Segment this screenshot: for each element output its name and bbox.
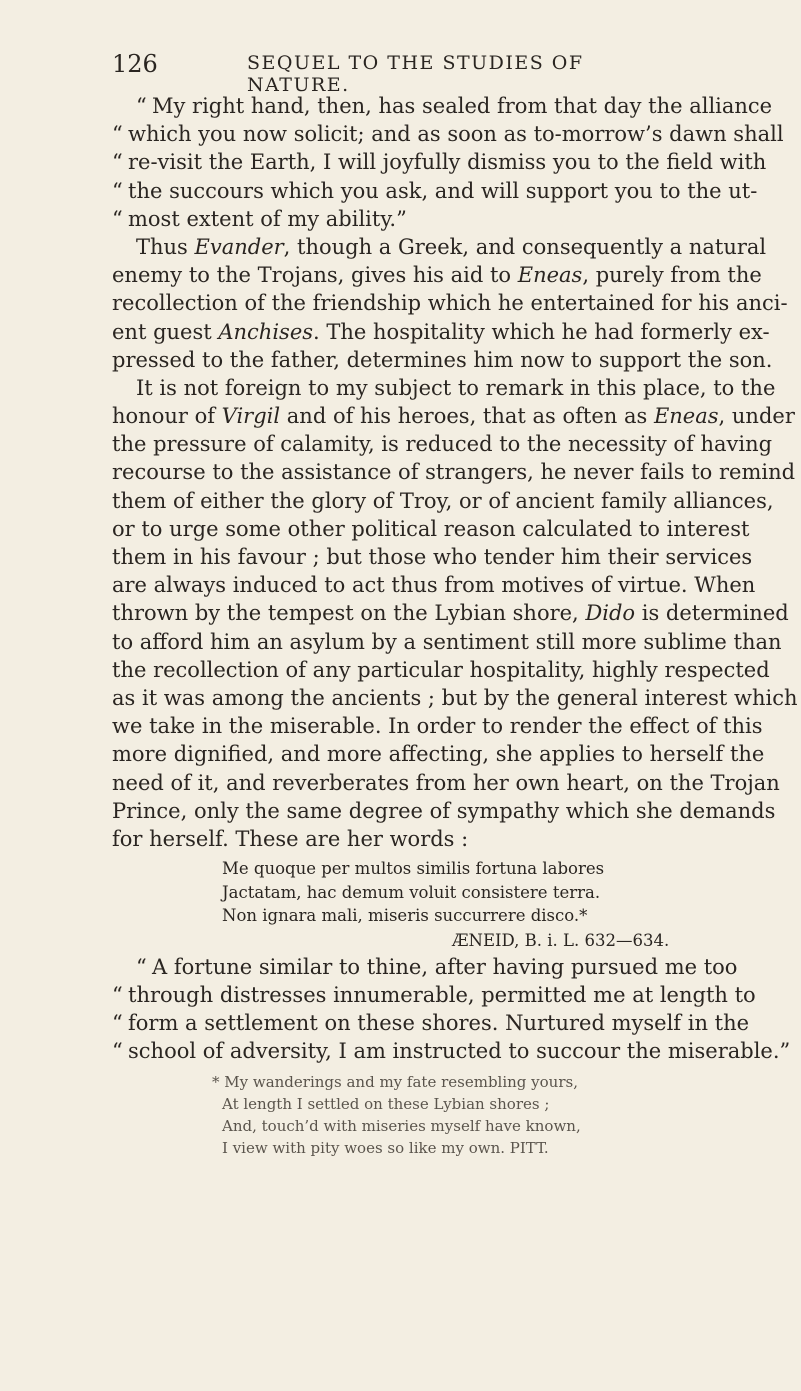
text-line: need of it, and reverberates from her own heart, on the Trojan bbox=[112, 770, 780, 795]
quote-evander bbox=[112, 92, 792, 233]
latin-verse bbox=[112, 857, 792, 953]
text-line: enemy to the Trojans, gives his aid to Eneas, purely from the bbox=[112, 263, 762, 288]
verse-line: Me quoque per multos similis fortuna labores bbox=[222, 859, 605, 879]
text-line: pressed to the father, determines him now to support the son. bbox=[112, 347, 773, 372]
quote-line: “ which you now solicit; and as soon as to-morrow’s dawn shall bbox=[112, 122, 784, 147]
verse-line: Non ignara mali, miseris succurrere disco.* bbox=[222, 906, 588, 926]
page-number: 126 bbox=[112, 50, 158, 78]
text-line: to afford him an asylum by a sentiment still more sublime than bbox=[112, 629, 782, 654]
text-line: we take in the miserable. In order to render the effect of this bbox=[112, 714, 763, 739]
text-line: the recollection of any particular hospitality, highly respected bbox=[112, 657, 770, 682]
quote-line: “ the succours which you ask, and will support you to the ut- bbox=[112, 178, 758, 203]
text-line: ent guest Anchises. The hospitality which he had formerly ex- bbox=[112, 319, 770, 344]
text-line: Thus Evander, though a Greek, and consequently a natural bbox=[136, 234, 767, 259]
footnote-line: * My wanderings and my fate resembling yours, bbox=[212, 1073, 578, 1092]
text-line: the pressure of calamity, is reduced to the necessity of having bbox=[112, 432, 773, 457]
page-header bbox=[112, 50, 692, 96]
text-line: It is not foreign to my subject to remark in this place, to the bbox=[136, 375, 776, 400]
quote-dido bbox=[112, 953, 792, 1066]
text-line: are always induced to act thus from motives of virtue. When bbox=[112, 573, 756, 598]
quote-line: “ most extent of my ability.” bbox=[112, 206, 407, 231]
text-line: recollection of the friendship which he entertained for his anci- bbox=[112, 291, 788, 316]
text-line: thrown by the tempest on the Lybian shore, Dido is determined bbox=[112, 601, 789, 626]
text-line: honour of Virgil and of his heroes, that as often as Eneas, under bbox=[112, 404, 795, 429]
quote-line: “ A fortune similar to thine, after having pursued me too bbox=[136, 954, 738, 979]
quote-line: “ school of adversity, I am instructed to succour the miserable.” bbox=[112, 1039, 791, 1064]
text-line: them in his favour ; but those who tender him their services bbox=[112, 545, 753, 569]
footnote-line: At length I settled on these Lybian shores ; bbox=[222, 1095, 550, 1114]
quote-line: “ My right hand, then, has sealed from that day the alliance bbox=[136, 94, 773, 118]
paragraph-evander bbox=[112, 233, 792, 374]
text-line: Prince, only the same degree of sympathy which she demands bbox=[112, 798, 776, 823]
footnote bbox=[112, 1071, 792, 1159]
text-line: or to urge some other political reason calculated to interest bbox=[112, 516, 750, 541]
footnote-line: I view with pity woes so like my own. PITT. bbox=[222, 1139, 549, 1158]
footnote-line: And, touch’d with miseries myself have known, bbox=[222, 1117, 581, 1136]
quote-line: “ re-visit the Earth, I will joyfully dismiss you to the field with bbox=[112, 150, 767, 175]
quote-line: “ through distresses innumerable, permitted me at length to bbox=[112, 982, 756, 1007]
paragraph-virgil bbox=[112, 374, 798, 853]
running-title: SEQUEL TO THE STUDIES OF NATURE. bbox=[247, 52, 584, 96]
text-line: them of either the glory of Troy, or of ancient family alliances, bbox=[112, 488, 774, 513]
verse-line: Jactatam, hac demum voluit consistere terra. bbox=[222, 882, 601, 902]
text-line: for herself. These are her words : bbox=[112, 826, 469, 851]
text-line: recourse to the assistance of strangers, he never fails to remind bbox=[112, 460, 796, 485]
text-line: as it was among the ancients ; but by the general interest which bbox=[112, 685, 798, 710]
text-line: more dignified, and more affecting, she applies to herself the bbox=[112, 742, 765, 767]
verse-citation: ÆNEID, B. i. L. 632—634. bbox=[452, 930, 670, 950]
page-body bbox=[112, 92, 798, 1159]
quote-line: “ form a settlement on these shores. Nurtured myself in the bbox=[112, 1010, 750, 1035]
